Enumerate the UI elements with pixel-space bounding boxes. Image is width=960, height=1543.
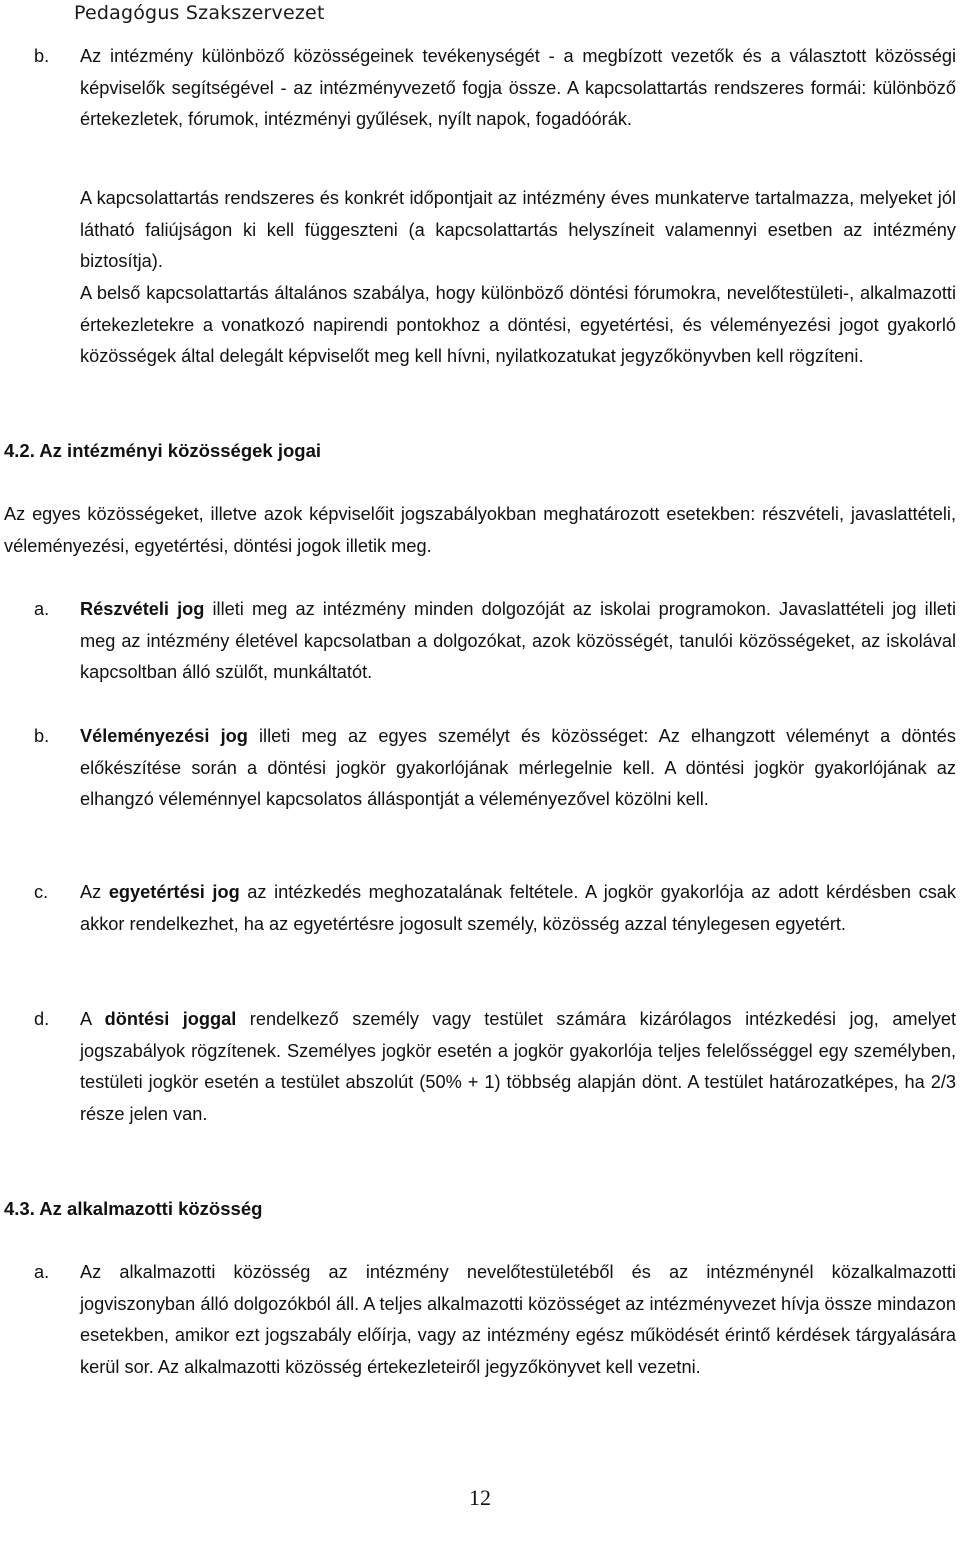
item-text-pre: A: [80, 1009, 105, 1029]
item-text: illeti meg az intézmény minden dolgozóját az iskolai programokon. Javaslattételi jog illeti meg az intézmény életével kapcsolatban a dolgozókat, azok közösségét, tanulói közösségeket, az iskolával kapcsoltban álló szülőt, munkáltatót.: [80, 599, 956, 682]
list-marker: a.: [34, 599, 50, 619]
section-heading-4-3: 4.3. Az alkalmazotti közösség: [4, 1198, 263, 1219]
item-consent-right: [80, 877, 956, 940]
paragraph-section-intro: Az egyes közösségeket, illetve azok képviselőit jogszabályokban meghatározott esetekben: részvételi, javaslattételi, véleményezési, egyetértési, döntési jogok illetik meg.: [4, 504, 956, 556]
section-heading-4-2: 4.2. Az intézményi közösségek jogai: [4, 440, 322, 461]
list-marker: b.: [34, 726, 50, 746]
paragraph-intro: Az intézmény különböző közösségeinek tevékenységét - a megbízott vezetők és a választott közösségi képviselők segítségével - az intézményvezető fogja össze. A kapcsolattartás rendszeres formái: különböző értekezletek, fórumok, intézményi gyűlések, nyílt napok, fogadóórák.: [80, 46, 956, 129]
term-bold: Részvételi jog: [80, 599, 205, 619]
list-marker: a.: [34, 1262, 50, 1282]
list-marker: c.: [34, 882, 49, 902]
list-marker: b.: [34, 46, 50, 66]
item-participation-right: [80, 594, 956, 689]
paragraph-internal-contact: A belső kapcsolattartás általános szabálya, hogy különböző döntési fórumokra, nevelőtestületi-, alkalmazotti értekezletekre a vonatkozó napirendi pontokhoz a döntési, egyetértési, és véleményezési jogot gyakorló közösségek által delegált képviselőt meg kell hívni, nyilatkozatukat jegyzőkönyvben kell rögzíteni.: [80, 283, 956, 366]
item-opinion-right: [80, 721, 956, 816]
item-decision-right: [80, 1004, 956, 1130]
term-bold: Véleményezési jog: [80, 726, 248, 746]
term-bold: döntési joggal: [104, 1009, 237, 1029]
term-bold: egyetértési jog: [108, 882, 240, 902]
item-text: illeti meg az egyes személyt és közösséget: Az elhangzott véleményt a döntés előkészítése során a döntési jogkör gyakorlójának mérlegelnie kell. A döntési jogkör gyakorlójának az elhangzó véleménnyel kapcsolatos álláspontját a véleményezővel közölni kell.: [80, 726, 957, 809]
page-number: 12: [469, 1485, 491, 1510]
list-marker: d.: [34, 1009, 50, 1029]
page-header: Pedagógus Szakszervezet: [74, 2, 325, 24]
item-text-pre: Az: [80, 882, 109, 902]
paragraph-schedule: A kapcsolattartás rendszeres és konkrét időpontjait az intézmény éves munkaterve tartalmazza, melyeket jól látható faliújságon ki kell függeszteni (a kapcsolattartás helyszíneit valamennyi esetben az intézmény biztosítja).: [80, 188, 956, 271]
item-staff-community: Az alkalmazotti közösség az intézmény nevelőtestületéből és az intézménynél közalkalmazotti jogviszonyban álló dolgozókból áll. A teljes alkalmazotti közösséget az intézményvezet hívja össze mindazon esetekben, amikor ezt jogszabály előírja, vagy az intézmény egész működését érintő kérdések tárgyalására kerül sor. Az alkalmazotti közösség értekezleteiről jegyzőkönyvet kell vezetni.: [80, 1262, 956, 1377]
item-text: az intézkedés meghozatalának feltétele. A jogkör gyakorlója az adott kérdésben csak akkor rendelkezhet, ha az egyetértésre jogosult személy, közösség azzal ténylegesen egyetért.: [80, 882, 957, 934]
item-text: rendelkező személy vagy testület számára kizárólagos intézkedési jog, amelyet jogszabályok rögzítenek. Személyes jogkör esetén a jogkör gyakorlója teljes felelősséggel egy személyben, testületi jogkör esetén a testület abszolút (50% + 1) többség alapján dönt. A testület határozatképes, ha 2/3 része jelen van.: [80, 1009, 957, 1124]
